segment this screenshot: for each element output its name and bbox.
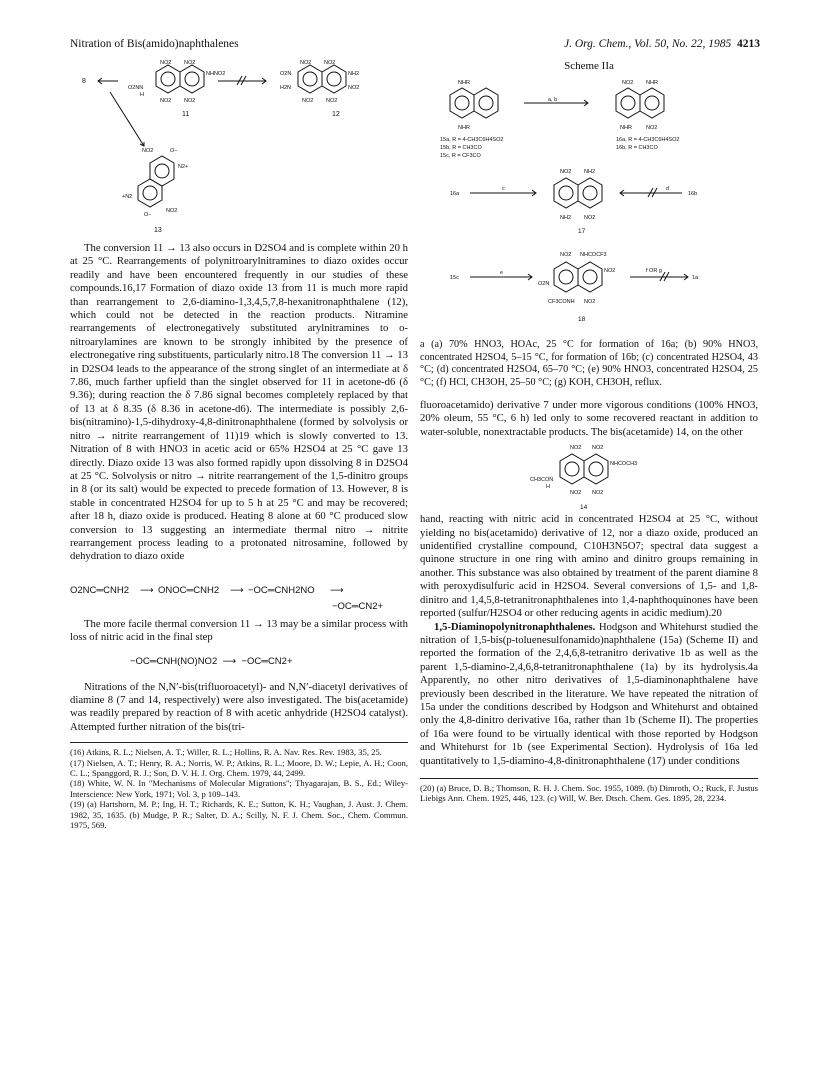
svg-text:f OR g: f OR g: [646, 268, 662, 275]
svg-text:NHNO2: NHNO2: [206, 71, 226, 77]
paragraph-trifluoroacetamido: fluoroacetamido) derivative 7 under more vigorous conditions (100% HNO3, 20% oleum, 55 °C, 6 h) led only to some recovered reactant in addition to water-soluble, nonextractable products. The bis(acetamide) 14, on the other: [420, 399, 758, 438]
svg-text:O2N: O2N: [538, 281, 550, 288]
svg-text:NHCOCF3: NHCOCF3: [580, 252, 607, 259]
svg-text:+N2: +N2: [122, 194, 133, 200]
svg-text:NO2: NO2: [142, 148, 154, 154]
svg-text:NO2: NO2: [302, 98, 314, 104]
svg-text:O−: O−: [144, 212, 152, 218]
label-12: 12: [332, 111, 340, 118]
svg-text:NO2: NO2: [348, 85, 360, 91]
scheme-ii-diagram: [420, 73, 758, 339]
svg-text:NO2: NO2: [584, 215, 596, 222]
structures-8-11-12-13: [70, 60, 408, 242]
structure-diagram-top: [70, 60, 408, 242]
structure-14: [420, 439, 758, 513]
svg-text:18: 18: [578, 316, 586, 324]
svg-text:14: 14: [580, 504, 588, 512]
label-11: 11: [182, 111, 190, 118]
left-column: [70, 60, 408, 830]
paragraph-diaminopolynitro: 1,5-Diaminopolynitronaphthalenes. Hodgson and Whitehurst studied the nitration of 1,5-bis(p-toluenesulfonamido)naphthalene (15a) (Scheme II) and reported the formation of the 2,4,6,8-tetranitro derivative 1b as well as the parent 1,5-diamino-2,4,6,8-tetranitronaphthalene (1a) by its hydrolysis.4a Apparently, no other nitro derivatives of 1,5-diaminonaphthalene have previously been described in the literature. We have repeated the nitration of 15a under the conditions described by Hodgson and Whitehurst and obtained only the 4,8-dinitro derivative 16a, rather than 1b (Scheme II). The properties of 16a were found to be virtually identical with those reported by Hodgson and Whitehurst for 1b (see Experimental Section). Hydrolysis of 16a led quantitatively to 1,5-diamino-4,8-dinitronaphthalene (17) under conditions: [420, 620, 758, 767]
left-footnotes: [70, 742, 408, 830]
svg-text:NHR: NHR: [458, 125, 470, 132]
svg-text:O−: O−: [170, 148, 178, 154]
svg-text:NH2: NH2: [560, 215, 572, 222]
svg-text:NO2: NO2: [570, 445, 582, 452]
svg-text:NHR: NHR: [646, 80, 658, 87]
svg-text:17: 17: [578, 228, 586, 236]
paragraph-nitrations: Nitrations of the N,N′-bis(trifluoroacetyl)- and N,N′-diacetyl derivatives of diamine 8 (7 and 14, respectively) were also investigated. The bis(acetamide) was readily prepared by reaction of 8 with acetic anhydride (H2SO4 catalyst). Attempted further nitration of the bis(tri-: [70, 680, 408, 733]
svg-text:NO2: NO2: [592, 490, 604, 497]
paragraph-11-to-13: The conversion 11 → 13 also occurs in D2SO4 and is complete within 20 h at 25 °C. Rearrangements of polynitroarylnitramines to diazo oxides occur readily and have been encountered frequently in our studies of these compounds.16,17 Formation of diazo oxide 13 from 11 is much more rapid than rearrangement to 2,6-diamino-1,3,4,5,7,8-hexanitronaphthalene (12), which could not be detected in the reaction products. Nitramine rearrangements of electronegatively substituted arylnitramines to o-nitroarylamines are known to be strongly inhibited by the presence of electronegative ring substituents, particularly nitro.18 The conversion 11 → 13 in D2SO4 leads to the appearance of the strong singlet of an intermediate at δ 7.86, much farther upfield than the singlet observed for 11 in acetone-d6 (δ 9.36); during reaction the δ 7.86 signal becomes completely replaced by that of 13 at δ 8.35 (δ 8.36 in acetone-d6). The intermediate is possibly 2,6-bis(nitramino)-1,5-dihydroxy-4,8-dinitronaphthalene (formed by solvolysis or nitro → nitrite rearrangement of 11)19 which is slowly converted to 13. Nitration of 8 with HNO3 in acetic acid or 65% H2SO4 at 25 °C gave 13 directly. Diazo oxide 13 was also formed rapidly upon dissolving 8 in D2SO4 at 25 °C. Solvolysis or nitro → nitrite rearrangement of the 1,5-dinitro groups in 8 (or its salt) would be expected to precede formation of 13. However, 8 is stable in concentrated H2SO4 for up to 5 h at 25 °C and may be recovered; after 18 h, diazo oxide is produced. Heating 8 alone at 60 °C produced slow conversion to 13 suggesting an intermediate thermal nitro → nitrite rearrangement process leading to a protonated nitrosamine, followed by dehydration to diazo oxide: [70, 242, 408, 563]
svg-text:16b: 16b: [688, 191, 698, 198]
svg-text:H2N: H2N: [280, 85, 292, 91]
svg-text:15b, R = CH3CO: 15b, R = CH3CO: [440, 145, 482, 152]
svg-text:e: e: [500, 270, 504, 277]
svg-text:NHCOCH3: NHCOCH3: [610, 461, 638, 468]
svg-text:O2NN: O2NN: [128, 85, 144, 91]
svg-text:O2N: O2N: [280, 71, 292, 77]
svg-text:H: H: [140, 92, 144, 98]
equation-nitro-nitrite: O2NC═CNH2 ⟶ ONOC═CNH2 ⟶ −OC═CNH2NO ⟶ −OC═CN2+: [70, 584, 384, 612]
label-8: 8: [82, 78, 86, 85]
label-13: 13: [154, 227, 162, 234]
svg-text:16a, R = 4-CH3C6H4SO2: 16a, R = 4-CH3C6H4SO2: [616, 137, 680, 144]
svg-text:d: d: [666, 186, 670, 193]
svg-text:NO2: NO2: [166, 208, 178, 214]
svg-text:15a, R = 4-CH3C6H4SO2: 15a, R = 4-CH3C6H4SO2: [440, 137, 504, 144]
svg-text:H: H: [546, 484, 550, 491]
svg-text:1a: 1a: [692, 275, 699, 282]
svg-text:NO2: NO2: [324, 60, 336, 66]
svg-text:NO2: NO2: [184, 60, 196, 66]
svg-text:NO2: NO2: [160, 98, 172, 104]
svg-text:NH2: NH2: [584, 169, 596, 176]
footnote-20: (20) (a) Bruce, D. B.; Thomson, R. H. J. Chem. Soc. 1955, 1089. (b) Dimroth, O.; Ruck, F. Justus Liebigs Ann. Chem. 1925, 446, 123. (c) Will, W. Ber. Dtsch. Chem. Ges. 1895, 28, 2234.: [420, 782, 758, 804]
svg-text:NO2: NO2: [604, 268, 616, 275]
header-title: Nitration of Bis(amido)naphthalenes: [70, 38, 239, 50]
right-column: [420, 60, 758, 804]
svg-text:NO2: NO2: [160, 60, 172, 66]
svg-text:c: c: [502, 186, 505, 193]
svg-text:N2+: N2+: [178, 164, 189, 170]
svg-text:a, b: a, b: [548, 97, 558, 104]
svg-text:NO2: NO2: [184, 98, 196, 104]
svg-text:16a: 16a: [450, 191, 460, 198]
right-footnotes: [420, 778, 758, 804]
paragraph-bisacetamide: hand, reacting with nitric acid in concentrated H2SO4 at 25 °C, without yielding no bis(acetamido) derivative of 12, nor a diazo oxide, produced an unidentified crystalline compound, C10H3N5O7; spectral data suggest a quinone structure in one ring with amino and dinitro groups remaining in another. This substance was also obtained by treatment of the parent diamine 8 with peroxydisulfuric acid in H2SO4. Several conversions of 1,5- and 1,8-dinitro and 1,4,5,8-tetranitronaphthalenes into 1,4-naphthoquinones have been reported (sulfur/H2SO4 or other reducing agents in acidic medium).20: [420, 513, 758, 620]
svg-text:NO2: NO2: [560, 252, 572, 259]
svg-text:NO2: NO2: [646, 125, 658, 132]
svg-text:NO2: NO2: [570, 490, 582, 497]
svg-text:NO2: NO2: [584, 299, 596, 306]
scheme-footnote: a (a) 70% HNO3, HOAc, 25 °C for formation of 16a; (b) 90% HNO3, concentrated H2SO4, 5–15 °C, for formation of 16b; (c) concentrated H2SO4, 43 °C; (d) concentrated H2SO4, 65–70 °C; (e) 90% HNO3, concentrated H2SO4, 25 °C; (f) HCl, CH3OH, 25–50 °C; (g) KOH, CH3OH, reflux.: [420, 339, 758, 388]
equation-loss-nitric-acid: −OC═CNH(NO)NO2 ⟶ −OC═CN2+: [130, 655, 293, 667]
svg-text:15c, R = CF3CO: 15c, R = CF3CO: [440, 153, 481, 160]
svg-text:CH3CON: CH3CON: [530, 477, 554, 484]
footnote-18: (18) White, W. N. In "Mechanisms of Molecular Migrations"; Thyagarajan, B. S., Ed.; Wiley-Interscience: New York, 1971; Vol. 3, p 109–143.: [70, 778, 408, 799]
svg-text:NH2: NH2: [348, 71, 360, 77]
svg-text:NO2: NO2: [560, 169, 572, 176]
running-header: [70, 38, 760, 54]
footnote-16: (16) Atkins, R. L.; Nielsen, A. T.; Willer, R. L.; Hollins, R. A. Nav. Res. Rev. 1983, 35, 25.: [70, 747, 382, 758]
header-journal: J. Org. Chem., Vol. 50, No. 22, 1985 4213: [563, 38, 760, 50]
footnote-17: (17) Nielsen, A. T.; Henry, R. A.; Norris, W. P.; Atkins, R. L.; Moore, D. W.; Lepie, A. H.; Coon, C. L.; Spanggord, R. J.; Son, D. V. H. J. Org. Chem. 1979, 44, 2499.: [70, 757, 408, 778]
footnote-19: (19) (a) Hartshorn, M. P.; Ing, H. T.; Richards, K. E.; Sutton, K. H.; Vaughan, J. Aust. J. Chem. 1982, 35, 1635. (b) Mudge, P. R.; Salter, D. A.; Scilly, N. F. J. Chem. Soc., Chem. Commun. 1975, 569.: [70, 799, 408, 831]
scheme-title: Scheme IIa: [564, 60, 614, 72]
section-heading: 1,5-Diaminopolynitronaphthalenes.: [434, 620, 596, 633]
svg-text:NO2: NO2: [622, 80, 634, 87]
svg-text:NO2: NO2: [300, 60, 312, 66]
svg-text:15c: 15c: [450, 275, 459, 282]
svg-text:NHR: NHR: [458, 80, 470, 87]
svg-text:CF3CONH: CF3CONH: [548, 299, 575, 306]
svg-text:NO2: NO2: [592, 445, 604, 452]
structure-14-svg: [420, 439, 758, 513]
scheme-ii-svg: [420, 73, 758, 339]
svg-text:16b, R = CH3CO: 16b, R = CH3CO: [616, 145, 658, 152]
svg-text:NHR: NHR: [620, 125, 632, 132]
paragraph-facile-conversion: The more facile thermal conversion 11 → 13 may be a similar process with loss of nitric acid in the final step: [70, 617, 408, 644]
svg-text:NO2: NO2: [326, 98, 338, 104]
